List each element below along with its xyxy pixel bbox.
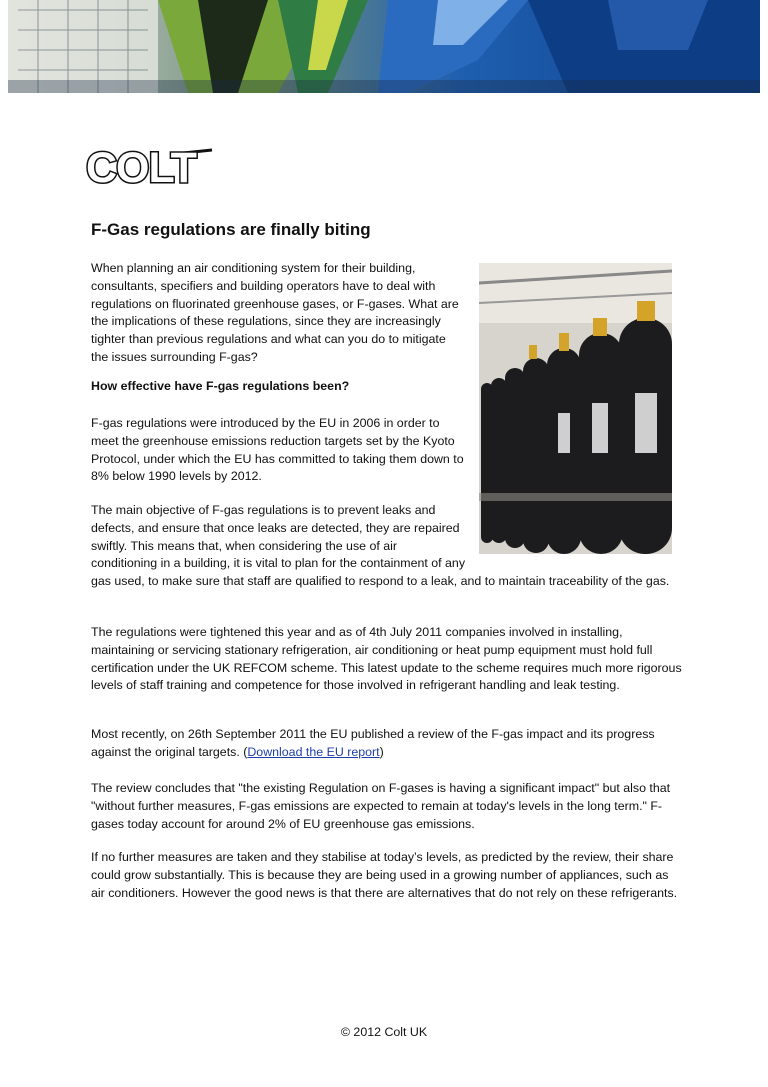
paragraph-2-text: The main objective of F-gas regulations is to prevent leaks and defects, and ensure that once leaks are detected, they are repaired swiftly. This means that, when considering the use of air conditioning in a building, it is vital to plan for the containment of any xyxy=(91,503,466,571)
paragraph-2-continued: gas used, to make sure that staff are qualified to respond to a leak, and to maintain traceability of the gas. xyxy=(91,574,670,589)
section-subheading: How effective have F-gas regulations been? xyxy=(91,379,350,393)
paragraph-4 xyxy=(91,726,683,762)
paragraph-1: F-gas regulations were introduced by the EU in 2006 in order to meet the greenhouse emissions reduction targets set by the Kyoto Protocol, under which the EU has committed to taking them down to 8% below 1990 levels by 2012. xyxy=(91,416,464,484)
paragraph-4-text: Most recently, on 26th September 2011 the EU published a review of the F-gas impact and its progress against the original targets. ( xyxy=(91,727,655,759)
footer-copyright: © 2012 Colt UK xyxy=(340,1025,428,1039)
colt-logo: COLT xyxy=(86,148,214,188)
paragraph-6: If no further measures are taken and they stabilise at today’s levels, as predicted by the review, their share could grow substantially. This is because they are being used in a growing number of appliances, such as air conditioners. However the good news is that there are alternatives that do not rely on these refrigerants. xyxy=(91,850,678,900)
paragraph-3: The regulations were tightened this year and as of 4th July 2011 companies involved in installing, maintaining or servicing stationary refrigeration, air conditioning or heat pump equipment must hold full certification under the UK REFCOM scheme. This latest update to the scheme requires much more rigorous levels of staff training and competence for those involved in refrigerant handling and leak testing. xyxy=(91,625,682,693)
paragraph-4-end: ) xyxy=(379,744,384,759)
paragraph-5: The review concludes that "the existing Regulation on F-gases is having a significant impact" but also that "without further measures, F-gas emissions are expected to remain at today's levels in the long term." F-gases today account for around 2% of EU greenhouse gas emissions. xyxy=(91,781,671,831)
intro-paragraph: When planning an air conditioning system for their building, consultants, specifiers and building operators have to deal with regulations on fluorinated greenhouse gases, or F-gases. What are the implications of these regulations, since they are increasingly tighter than previous regulations and what can you do to mitigate the issues surrounding F-gas? xyxy=(91,261,459,364)
paragraph-2 xyxy=(91,502,683,591)
header-banner-image xyxy=(8,0,760,93)
download-eu-report-link[interactable]: Download the EU report xyxy=(247,744,380,759)
article-title: F-Gas regulations are finally biting xyxy=(91,220,371,239)
